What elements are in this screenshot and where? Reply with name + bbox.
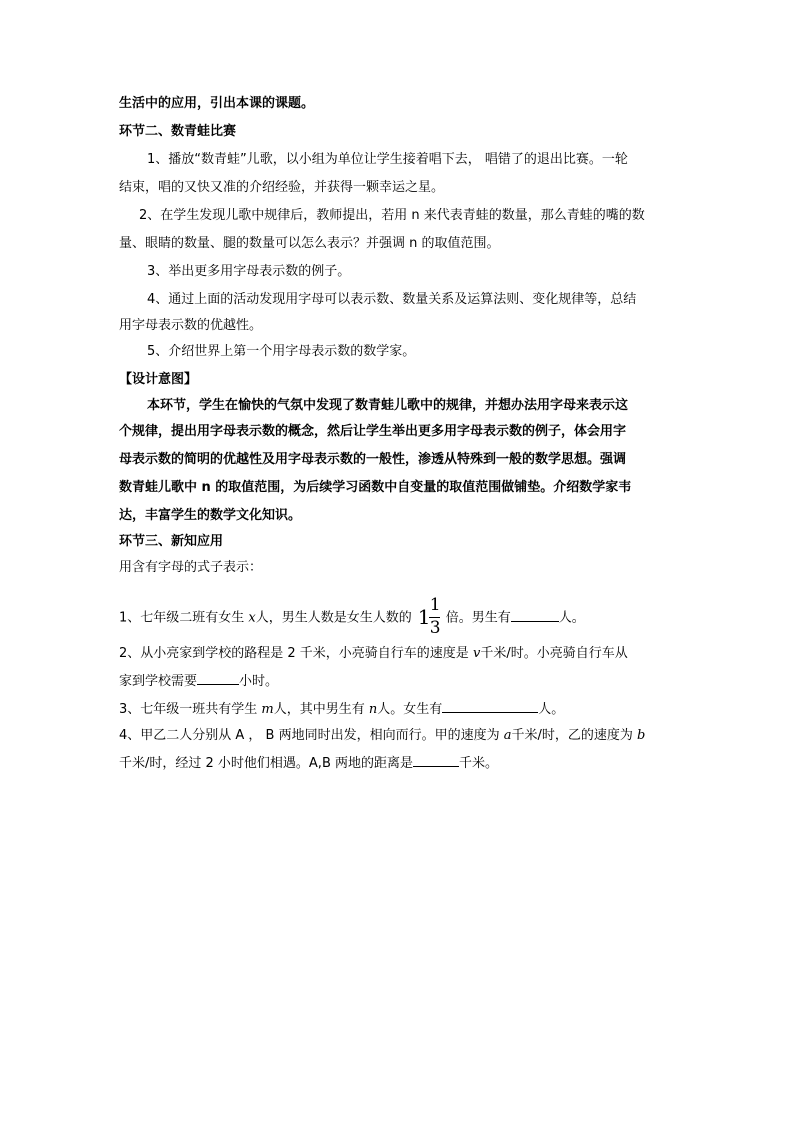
question-text: 倍。男生有: [445, 610, 511, 626]
variable-n: n: [368, 702, 378, 717]
question-text: 千米。: [459, 756, 499, 771]
answer-blank[interactable]: [413, 754, 459, 767]
question-text: 4、甲乙二人分别从 A ， B 两地同时出发，相向而行。甲的速度为: [119, 728, 504, 743]
question-text: 人。: [538, 702, 565, 717]
question-text: 人，其中男生有: [273, 702, 369, 717]
variable-a: a: [503, 728, 512, 743]
section-heading: 环节二、数青蛙比赛: [119, 124, 237, 139]
paragraph-line: 5、介绍世界上第一个用字母表示数的数学家。: [147, 344, 416, 359]
section-heading: 【设计意图】: [119, 372, 198, 387]
question-2-continued: [119, 672, 278, 690]
answer-blank[interactable]: [511, 609, 559, 622]
paragraph-line: 用字母表示数的优越性。: [119, 318, 263, 333]
paragraph-line: 结束，唱的又快又准的介绍经验，并获得一颗幸运之星。: [119, 180, 445, 195]
paragraph-line: 3、举出更多用字母表示数的例子。: [147, 264, 351, 279]
paragraph-line: 2、在学生发现儿歌中规律后，教师提出，若用 n 来代表青蛙的数量，那么青蛙的嘴的数: [139, 208, 645, 223]
question-text: 3、七年级一班共有学生: [119, 702, 262, 717]
question-text: 家到学校需要: [119, 674, 198, 689]
answer-blank[interactable]: [197, 672, 239, 685]
paragraph-line: 数青蛙儿歌中 n 的取值范围，为后续学习函数中自变量的取值范围做铺垫。介绍数学家韦: [119, 480, 632, 495]
fraction-whole: 1: [417, 605, 431, 629]
question-text: 2、从小亮家到学校的路程是 2 千米，小亮骑自行车的速度是: [119, 646, 473, 661]
paragraph-line: 母表示数的简明的优越性及用字母表示数的一般性，渗透从特殊到一般的数学思想。强调: [119, 452, 627, 467]
answer-blank[interactable]: [442, 700, 538, 713]
paragraph-line: 量、眼睛的数量、腿的数量可以怎么表示？并强调 n 的取值范围。: [119, 236, 500, 251]
fraction-numerator: 1: [429, 595, 441, 615]
question-4-continued: [119, 754, 498, 772]
paragraph-line: 本环节，学生在愉快的气氛中发现了数青蛙儿歌中的规律，并想办法用字母来表示这: [147, 398, 629, 413]
variable-b: b: [637, 728, 646, 743]
question-3: [119, 700, 564, 718]
paragraph-line: 用含有字母的式子表示：: [119, 560, 263, 575]
variable-v: v: [472, 646, 481, 661]
section-heading: 环节三、新知应用: [119, 534, 224, 549]
question-text: 千米/时。小亮骑自行车从: [480, 646, 628, 661]
question-text: 千米/时，乙的速度为: [511, 728, 638, 743]
question-4: [119, 728, 645, 744]
question-text: 1、七年级二班有女生: [119, 610, 249, 626]
paragraph-line: 个规律，提出用字母表示数的概念，然后让学生举出更多用字母表示数的例子，体会用字: [119, 424, 627, 439]
fraction-denominator: 3: [429, 618, 441, 638]
variable-x: x: [248, 610, 256, 626]
question-1: [119, 595, 585, 638]
question-2: [119, 646, 628, 662]
question-text: 千米/时，经过 2 小时他们相遇。A,B 两地的距离是: [119, 756, 413, 771]
variable-m: m: [261, 702, 274, 717]
paragraph-line: 达，丰富学生的数学文化知识。: [119, 508, 302, 523]
mixed-fraction: [417, 595, 442, 638]
paragraph-line: 生活中的应用，引出本课的课题。: [119, 96, 315, 111]
question-text: 人，男生人数是女生人数的: [255, 610, 412, 626]
paragraph-line: 4、通过上面的活动发现用字母可以表示数、数量关系及运算法则、变化规律等，总结: [147, 292, 637, 307]
question-text: 人。: [558, 610, 585, 626]
question-text: 小时。: [239, 674, 279, 689]
question-text: 人。女生有: [377, 702, 443, 717]
paragraph-line: 1、播放“数青蛙”儿歌，以小组为单位让学生接着唱下去， 唱错了的退出比赛。一轮: [147, 152, 628, 167]
